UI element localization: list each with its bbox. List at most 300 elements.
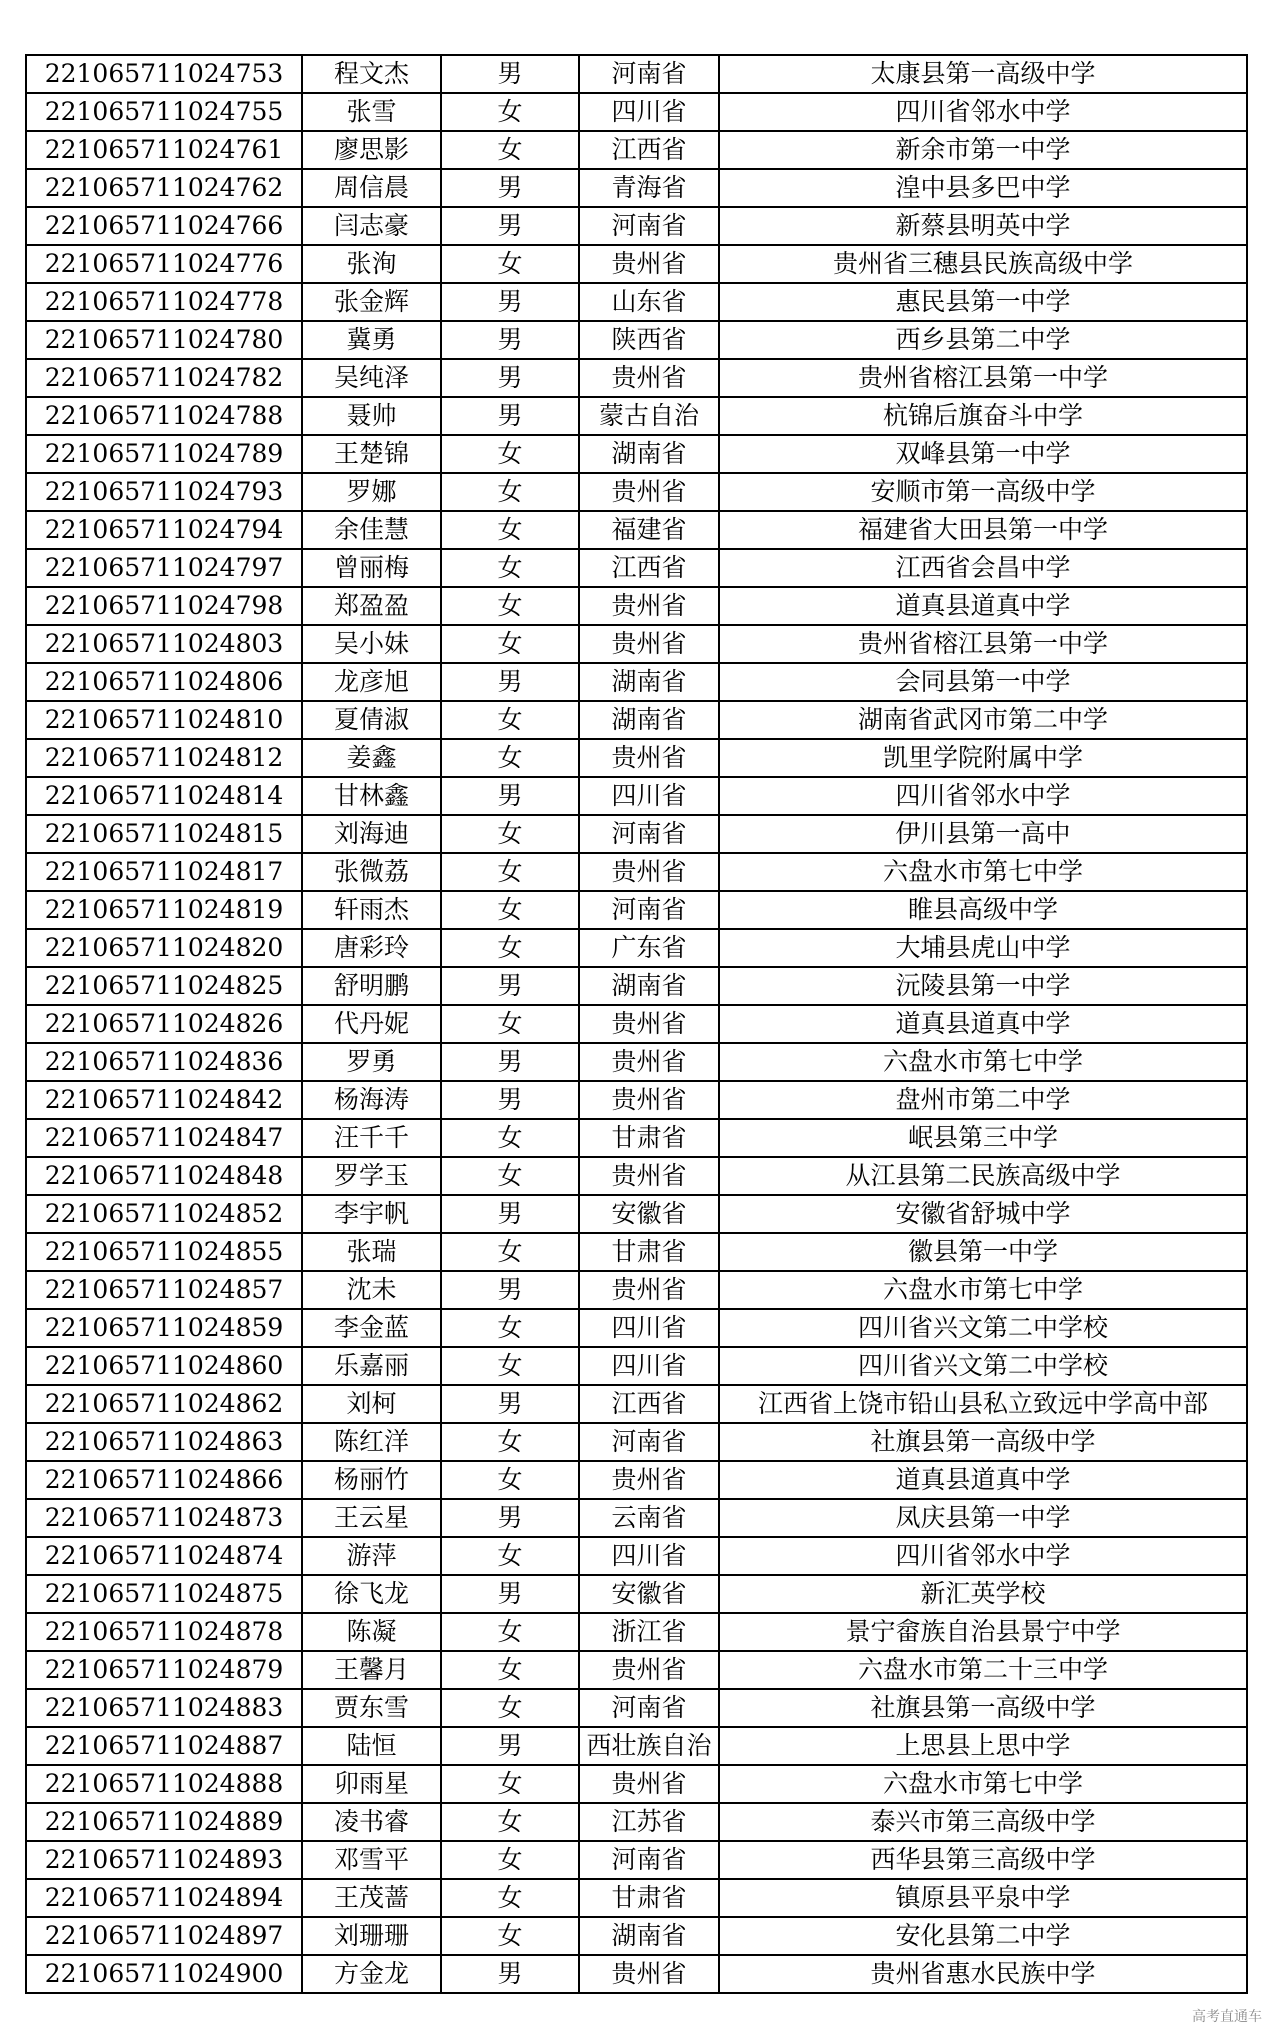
school-cell: 镇原县平泉中学 — [719, 1879, 1247, 1917]
province-cell: 河南省 — [579, 891, 719, 929]
province-cell: 贵州省 — [579, 853, 719, 891]
candidate-id-cell: 221065711024766 — [26, 207, 302, 245]
gender-cell: 女 — [441, 131, 579, 169]
province-cell: 湖南省 — [579, 435, 719, 473]
gender-cell: 女 — [441, 1119, 579, 1157]
table-row — [26, 1233, 1247, 1271]
name-cell: 乐嘉丽 — [302, 1347, 441, 1385]
gender-cell: 女 — [441, 815, 579, 853]
gender-cell: 男 — [441, 777, 579, 815]
name-cell: 夏倩淑 — [302, 701, 441, 739]
candidate-id-cell: 221065711024798 — [26, 587, 302, 625]
table-row — [26, 1575, 1247, 1613]
table-row — [26, 1157, 1247, 1195]
school-cell: 大埔县虎山中学 — [719, 929, 1247, 967]
name-cell: 沈未 — [302, 1271, 441, 1309]
province-cell: 贵州省 — [579, 359, 719, 397]
name-cell: 郑盈盈 — [302, 587, 441, 625]
gender-cell: 女 — [441, 511, 579, 549]
table-row — [26, 473, 1247, 511]
candidate-id-cell: 221065711024888 — [26, 1765, 302, 1803]
roster-body — [26, 55, 1247, 1993]
name-cell: 王茂蔷 — [302, 1879, 441, 1917]
name-cell: 陈红洋 — [302, 1423, 441, 1461]
province-cell: 四川省 — [579, 777, 719, 815]
name-cell: 张洵 — [302, 245, 441, 283]
gender-cell: 女 — [441, 245, 579, 283]
name-cell: 游萍 — [302, 1537, 441, 1575]
province-cell: 西壮族自治 — [579, 1727, 719, 1765]
candidate-id-cell: 221065711024788 — [26, 397, 302, 435]
candidate-id-cell: 221065711024894 — [26, 1879, 302, 1917]
name-cell: 刘海迪 — [302, 815, 441, 853]
table-row — [26, 131, 1247, 169]
candidate-id-cell: 221065711024875 — [26, 1575, 302, 1613]
candidate-id-cell: 221065711024883 — [26, 1689, 302, 1727]
candidate-id-cell: 221065711024814 — [26, 777, 302, 815]
school-cell: 惠民县第一中学 — [719, 283, 1247, 321]
province-cell: 广东省 — [579, 929, 719, 967]
table-row — [26, 1499, 1247, 1537]
province-cell: 浙江省 — [579, 1613, 719, 1651]
name-cell: 张瑞 — [302, 1233, 441, 1271]
province-cell: 江西省 — [579, 549, 719, 587]
gender-cell: 男 — [441, 1271, 579, 1309]
name-cell: 罗娜 — [302, 473, 441, 511]
province-cell: 江苏省 — [579, 1803, 719, 1841]
candidate-id-cell: 221065711024806 — [26, 663, 302, 701]
gender-cell: 男 — [441, 1955, 579, 1993]
name-cell: 卯雨星 — [302, 1765, 441, 1803]
name-cell: 龙彦旭 — [302, 663, 441, 701]
table-row — [26, 1461, 1247, 1499]
name-cell: 李宇帆 — [302, 1195, 441, 1233]
school-cell: 景宁畲族自治县景宁中学 — [719, 1613, 1247, 1651]
school-cell: 泰兴市第三高级中学 — [719, 1803, 1247, 1841]
table-row — [26, 245, 1247, 283]
candidate-id-cell: 221065711024878 — [26, 1613, 302, 1651]
school-cell: 社旗县第一高级中学 — [719, 1689, 1247, 1727]
gender-cell: 男 — [441, 1385, 579, 1423]
gender-cell: 女 — [441, 853, 579, 891]
gender-cell: 女 — [441, 1879, 579, 1917]
name-cell: 聂帅 — [302, 397, 441, 435]
province-cell: 贵州省 — [579, 1651, 719, 1689]
province-cell: 陕西省 — [579, 321, 719, 359]
school-cell: 贵州省榕江县第一中学 — [719, 625, 1247, 663]
school-cell: 江西省上饶市铅山县私立致远中学高中部 — [719, 1385, 1247, 1423]
province-cell: 湖南省 — [579, 1917, 719, 1955]
province-cell: 云南省 — [579, 1499, 719, 1537]
province-cell: 山东省 — [579, 283, 719, 321]
gender-cell: 男 — [441, 1081, 579, 1119]
table-row — [26, 1347, 1247, 1385]
gender-cell: 男 — [441, 663, 579, 701]
gender-cell: 男 — [441, 1499, 579, 1537]
gender-cell: 男 — [441, 55, 579, 93]
gender-cell: 男 — [441, 359, 579, 397]
gender-cell: 女 — [441, 1689, 579, 1727]
gender-cell: 男 — [441, 1195, 579, 1233]
candidate-id-cell: 221065711024810 — [26, 701, 302, 739]
table-row — [26, 739, 1247, 777]
province-cell: 蒙古自治 — [579, 397, 719, 435]
school-cell: 徽县第一中学 — [719, 1233, 1247, 1271]
school-cell: 伊川县第一高中 — [719, 815, 1247, 853]
admission-roster-table — [25, 54, 1248, 1994]
province-cell: 甘肃省 — [579, 1119, 719, 1157]
candidate-id-cell: 221065711024873 — [26, 1499, 302, 1537]
province-cell: 四川省 — [579, 93, 719, 131]
candidate-id-cell: 221065711024762 — [26, 169, 302, 207]
name-cell: 陈凝 — [302, 1613, 441, 1651]
school-cell: 四川省邻水中学 — [719, 777, 1247, 815]
province-cell: 四川省 — [579, 1347, 719, 1385]
gender-cell: 男 — [441, 397, 579, 435]
gender-cell: 女 — [441, 891, 579, 929]
school-cell: 福建省大田县第一中学 — [719, 511, 1247, 549]
candidate-id-cell: 221065711024780 — [26, 321, 302, 359]
school-cell: 安化县第二中学 — [719, 1917, 1247, 1955]
name-cell: 余佳慧 — [302, 511, 441, 549]
name-cell: 杨丽竹 — [302, 1461, 441, 1499]
table-row — [26, 1727, 1247, 1765]
gender-cell: 女 — [441, 1917, 579, 1955]
table-row — [26, 777, 1247, 815]
table-row — [26, 1613, 1247, 1651]
table-row — [26, 929, 1247, 967]
province-cell: 贵州省 — [579, 1765, 719, 1803]
name-cell: 唐彩玲 — [302, 929, 441, 967]
name-cell: 周信晨 — [302, 169, 441, 207]
province-cell: 贵州省 — [579, 739, 719, 777]
province-cell: 安徽省 — [579, 1575, 719, 1613]
name-cell: 轩雨杰 — [302, 891, 441, 929]
province-cell: 河南省 — [579, 1689, 719, 1727]
gender-cell: 男 — [441, 967, 579, 1005]
table-row — [26, 1651, 1247, 1689]
gender-cell: 男 — [441, 1727, 579, 1765]
table-row — [26, 1043, 1247, 1081]
school-cell: 六盘水市第七中学 — [719, 853, 1247, 891]
gender-cell: 女 — [441, 1157, 579, 1195]
province-cell: 贵州省 — [579, 473, 719, 511]
table-row — [26, 359, 1247, 397]
gender-cell: 女 — [441, 549, 579, 587]
name-cell: 甘林鑫 — [302, 777, 441, 815]
school-cell: 六盘水市第七中学 — [719, 1765, 1247, 1803]
name-cell: 冀勇 — [302, 321, 441, 359]
province-cell: 贵州省 — [579, 1081, 719, 1119]
school-cell: 双峰县第一中学 — [719, 435, 1247, 473]
table-row — [26, 1385, 1247, 1423]
gender-cell: 女 — [441, 1651, 579, 1689]
school-cell: 道真县道真中学 — [719, 1005, 1247, 1043]
candidate-id-cell: 221065711024897 — [26, 1917, 302, 1955]
province-cell: 福建省 — [579, 511, 719, 549]
name-cell: 汪千千 — [302, 1119, 441, 1157]
school-cell: 从江县第二民族高级中学 — [719, 1157, 1247, 1195]
table-row — [26, 1955, 1247, 1993]
province-cell: 贵州省 — [579, 245, 719, 283]
candidate-id-cell: 221065711024819 — [26, 891, 302, 929]
school-cell: 睢县高级中学 — [719, 891, 1247, 929]
table-row — [26, 1119, 1247, 1157]
name-cell: 杨海涛 — [302, 1081, 441, 1119]
name-cell: 贾东雪 — [302, 1689, 441, 1727]
table-row — [26, 1423, 1247, 1461]
name-cell: 吴纯泽 — [302, 359, 441, 397]
name-cell: 张微荔 — [302, 853, 441, 891]
province-cell: 江西省 — [579, 131, 719, 169]
name-cell: 程文杰 — [302, 55, 441, 93]
school-cell: 四川省兴文第二中学校 — [719, 1347, 1247, 1385]
province-cell: 河南省 — [579, 1841, 719, 1879]
school-cell: 湟中县多巴中学 — [719, 169, 1247, 207]
candidate-id-cell: 221065711024836 — [26, 1043, 302, 1081]
province-cell: 贵州省 — [579, 1955, 719, 1993]
candidate-id-cell: 221065711024874 — [26, 1537, 302, 1575]
school-cell: 太康县第一高级中学 — [719, 55, 1247, 93]
school-cell: 盘州市第二中学 — [719, 1081, 1247, 1119]
name-cell: 刘珊珊 — [302, 1917, 441, 1955]
province-cell: 贵州省 — [579, 1461, 719, 1499]
gender-cell: 女 — [441, 1537, 579, 1575]
gender-cell: 男 — [441, 1575, 579, 1613]
table-row — [26, 663, 1247, 701]
candidate-id-cell: 221065711024887 — [26, 1727, 302, 1765]
table-row — [26, 169, 1247, 207]
table-row — [26, 549, 1247, 587]
gender-cell: 女 — [441, 1613, 579, 1651]
candidate-id-cell: 221065711024776 — [26, 245, 302, 283]
gender-cell: 女 — [441, 587, 579, 625]
table-row — [26, 511, 1247, 549]
name-cell: 曾丽梅 — [302, 549, 441, 587]
gender-cell: 女 — [441, 1005, 579, 1043]
province-cell: 贵州省 — [579, 587, 719, 625]
candidate-id-cell: 221065711024820 — [26, 929, 302, 967]
candidate-id-cell: 221065711024794 — [26, 511, 302, 549]
name-cell: 廖思影 — [302, 131, 441, 169]
table-row — [26, 587, 1247, 625]
table-row — [26, 701, 1247, 739]
candidate-id-cell: 221065711024803 — [26, 625, 302, 663]
candidate-id-cell: 221065711024848 — [26, 1157, 302, 1195]
province-cell: 贵州省 — [579, 1005, 719, 1043]
school-cell: 西华县第三高级中学 — [719, 1841, 1247, 1879]
candidate-id-cell: 221065711024863 — [26, 1423, 302, 1461]
gender-cell: 男 — [441, 1043, 579, 1081]
candidate-id-cell: 221065711024866 — [26, 1461, 302, 1499]
province-cell: 青海省 — [579, 169, 719, 207]
candidate-id-cell: 221065711024842 — [26, 1081, 302, 1119]
school-cell: 四川省邻水中学 — [719, 1537, 1247, 1575]
name-cell: 张金辉 — [302, 283, 441, 321]
watermark-text: 高考直通车 — [1192, 2009, 1262, 2025]
school-cell: 六盘水市第二十三中学 — [719, 1651, 1247, 1689]
school-cell: 六盘水市第七中学 — [719, 1043, 1247, 1081]
school-cell: 新汇英学校 — [719, 1575, 1247, 1613]
gender-cell: 女 — [441, 473, 579, 511]
name-cell: 张雪 — [302, 93, 441, 131]
candidate-id-cell: 221065711024817 — [26, 853, 302, 891]
table-row — [26, 397, 1247, 435]
table-row — [26, 1803, 1247, 1841]
school-cell: 社旗县第一高级中学 — [719, 1423, 1247, 1461]
table-row — [26, 1081, 1247, 1119]
candidate-id-cell: 221065711024889 — [26, 1803, 302, 1841]
table-row — [26, 891, 1247, 929]
gender-cell: 女 — [441, 435, 579, 473]
table-row — [26, 625, 1247, 663]
name-cell: 吴小妹 — [302, 625, 441, 663]
table-row — [26, 815, 1247, 853]
province-cell: 河南省 — [579, 1423, 719, 1461]
province-cell: 河南省 — [579, 55, 719, 93]
school-cell: 新蔡县明英中学 — [719, 207, 1247, 245]
candidate-id-cell: 221065711024826 — [26, 1005, 302, 1043]
candidate-id-cell: 221065711024855 — [26, 1233, 302, 1271]
candidate-id-cell: 221065711024893 — [26, 1841, 302, 1879]
candidate-id-cell: 221065711024755 — [26, 93, 302, 131]
candidate-id-cell: 221065711024782 — [26, 359, 302, 397]
candidate-id-cell: 221065711024753 — [26, 55, 302, 93]
gender-cell: 女 — [441, 1841, 579, 1879]
name-cell: 罗勇 — [302, 1043, 441, 1081]
province-cell: 湖南省 — [579, 663, 719, 701]
table-row — [26, 1917, 1247, 1955]
school-cell: 道真县道真中学 — [719, 587, 1247, 625]
name-cell: 代丹妮 — [302, 1005, 441, 1043]
candidate-id-cell: 221065711024900 — [26, 1955, 302, 1993]
school-cell: 贵州省三穗县民族高级中学 — [719, 245, 1247, 283]
candidate-id-cell: 221065711024859 — [26, 1309, 302, 1347]
school-cell: 西乡县第二中学 — [719, 321, 1247, 359]
candidate-id-cell: 221065711024852 — [26, 1195, 302, 1233]
gender-cell: 女 — [441, 1309, 579, 1347]
name-cell: 罗学玉 — [302, 1157, 441, 1195]
name-cell: 方金龙 — [302, 1955, 441, 1993]
school-cell: 会同县第一中学 — [719, 663, 1247, 701]
school-cell: 上思县上思中学 — [719, 1727, 1247, 1765]
gender-cell: 女 — [441, 1423, 579, 1461]
name-cell: 姜鑫 — [302, 739, 441, 777]
name-cell: 陆恒 — [302, 1727, 441, 1765]
gender-cell: 女 — [441, 1803, 579, 1841]
gender-cell: 男 — [441, 283, 579, 321]
school-cell: 四川省兴文第二中学校 — [719, 1309, 1247, 1347]
province-cell: 贵州省 — [579, 1043, 719, 1081]
gender-cell: 女 — [441, 1765, 579, 1803]
table-row — [26, 435, 1247, 473]
table-row — [26, 321, 1247, 359]
gender-cell: 女 — [441, 1347, 579, 1385]
gender-cell: 女 — [441, 701, 579, 739]
school-cell: 杭锦后旗奋斗中学 — [719, 397, 1247, 435]
gender-cell: 女 — [441, 93, 579, 131]
province-cell: 河南省 — [579, 815, 719, 853]
school-cell: 安徽省舒城中学 — [719, 1195, 1247, 1233]
school-cell: 安顺市第一高级中学 — [719, 473, 1247, 511]
province-cell: 四川省 — [579, 1537, 719, 1575]
table-row — [26, 1689, 1247, 1727]
gender-cell: 女 — [441, 929, 579, 967]
name-cell: 邓雪平 — [302, 1841, 441, 1879]
province-cell: 贵州省 — [579, 625, 719, 663]
table-row — [26, 1765, 1247, 1803]
candidate-id-cell: 221065711024825 — [26, 967, 302, 1005]
school-cell: 凤庆县第一中学 — [719, 1499, 1247, 1537]
table-row — [26, 55, 1247, 93]
name-cell: 舒明鹏 — [302, 967, 441, 1005]
candidate-id-cell: 221065711024812 — [26, 739, 302, 777]
candidate-id-cell: 221065711024789 — [26, 435, 302, 473]
candidate-id-cell: 221065711024793 — [26, 473, 302, 511]
province-cell: 安徽省 — [579, 1195, 719, 1233]
table-row — [26, 967, 1247, 1005]
school-cell: 湖南省武冈市第二中学 — [719, 701, 1247, 739]
school-cell: 新余市第一中学 — [719, 131, 1247, 169]
candidate-id-cell: 221065711024857 — [26, 1271, 302, 1309]
province-cell: 贵州省 — [579, 1157, 719, 1195]
gender-cell: 男 — [441, 321, 579, 359]
school-cell: 六盘水市第七中学 — [719, 1271, 1247, 1309]
school-cell: 四川省邻水中学 — [719, 93, 1247, 131]
school-cell: 沅陵县第一中学 — [719, 967, 1247, 1005]
table-row — [26, 1271, 1247, 1309]
candidate-id-cell: 221065711024862 — [26, 1385, 302, 1423]
table-row — [26, 1195, 1247, 1233]
gender-cell: 男 — [441, 169, 579, 207]
table-row — [26, 283, 1247, 321]
name-cell: 王云星 — [302, 1499, 441, 1537]
school-cell: 凯里学院附属中学 — [719, 739, 1247, 777]
table-row — [26, 1537, 1247, 1575]
gender-cell: 女 — [441, 1461, 579, 1499]
gender-cell: 男 — [441, 207, 579, 245]
gender-cell: 女 — [441, 1233, 579, 1271]
candidate-id-cell: 221065711024778 — [26, 283, 302, 321]
candidate-id-cell: 221065711024797 — [26, 549, 302, 587]
school-cell: 岷县第三中学 — [719, 1119, 1247, 1157]
table-row — [26, 1841, 1247, 1879]
name-cell: 王楚锦 — [302, 435, 441, 473]
table-row — [26, 853, 1247, 891]
name-cell: 凌书睿 — [302, 1803, 441, 1841]
gender-cell: 女 — [441, 739, 579, 777]
table-row — [26, 93, 1247, 131]
candidate-id-cell: 221065711024847 — [26, 1119, 302, 1157]
school-cell: 贵州省榕江县第一中学 — [719, 359, 1247, 397]
school-cell: 贵州省惠水民族中学 — [719, 1955, 1247, 1993]
school-cell: 江西省会昌中学 — [719, 549, 1247, 587]
candidate-id-cell: 221065711024860 — [26, 1347, 302, 1385]
gender-cell: 女 — [441, 625, 579, 663]
province-cell: 甘肃省 — [579, 1879, 719, 1917]
candidate-id-cell: 221065711024761 — [26, 131, 302, 169]
school-cell: 道真县道真中学 — [719, 1461, 1247, 1499]
name-cell: 王馨月 — [302, 1651, 441, 1689]
candidate-id-cell: 221065711024815 — [26, 815, 302, 853]
province-cell: 河南省 — [579, 207, 719, 245]
name-cell: 李金蓝 — [302, 1309, 441, 1347]
province-cell: 四川省 — [579, 1309, 719, 1347]
table-row — [26, 1005, 1247, 1043]
province-cell: 江西省 — [579, 1385, 719, 1423]
province-cell: 湖南省 — [579, 701, 719, 739]
province-cell: 贵州省 — [579, 1271, 719, 1309]
